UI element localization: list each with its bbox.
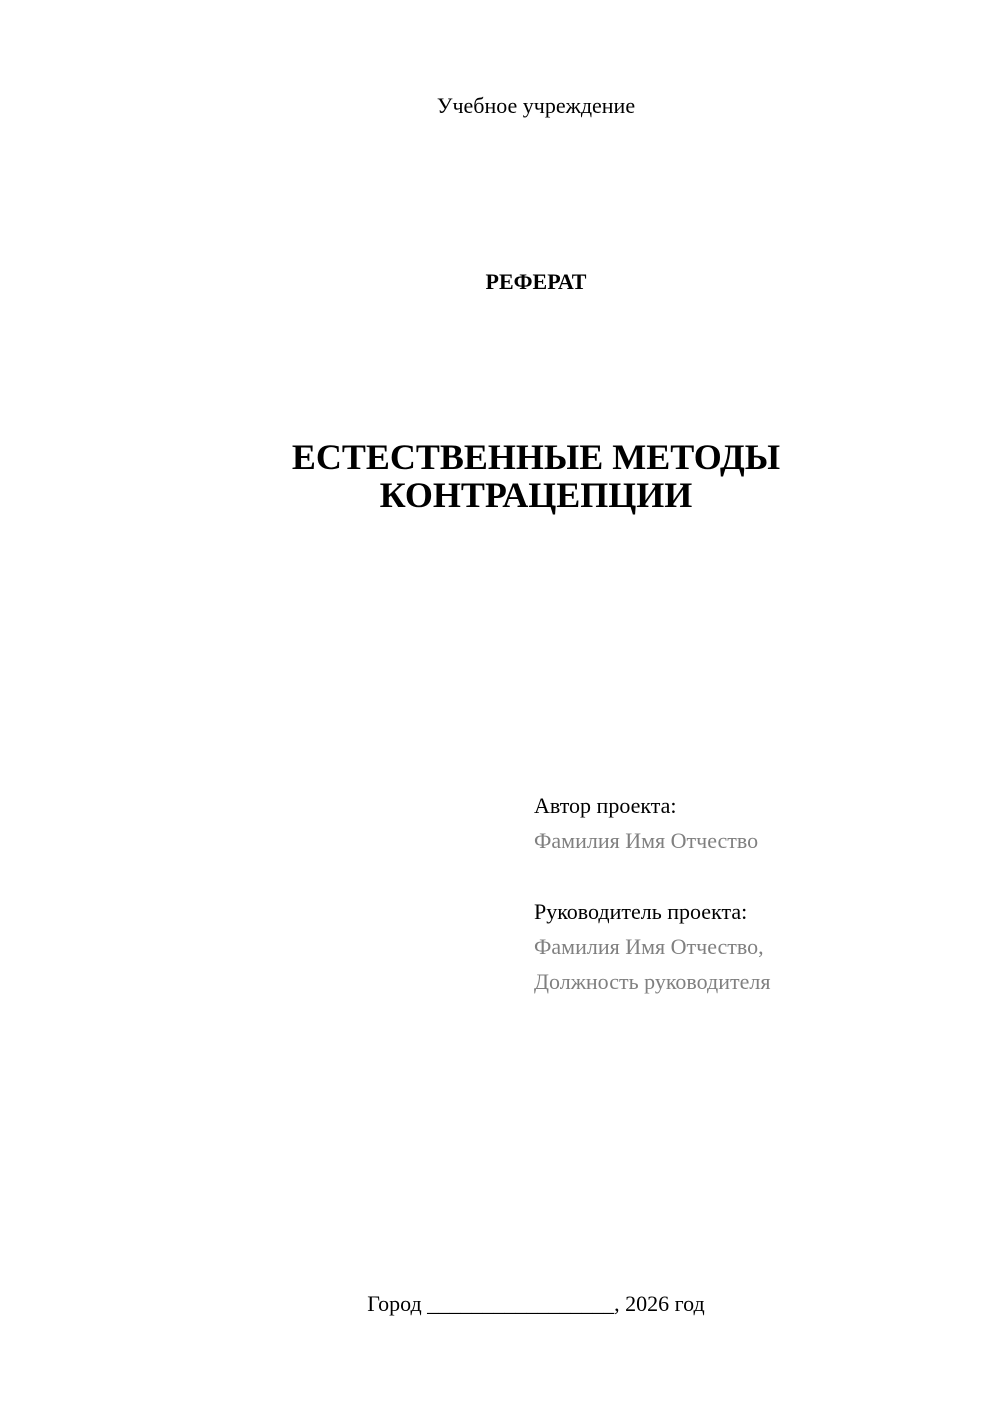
author-label: Автор проекта:	[534, 793, 677, 818]
supervisor-position: Должность руководителя	[534, 969, 771, 994]
project-people-block	[534, 788, 974, 999]
city-year-line: Город _________________, 2026 год	[367, 1291, 705, 1316]
document-type: РЕФЕРАТ	[485, 269, 587, 294]
supervisor-name: Фамилия Имя Отчество,	[534, 934, 764, 959]
institution-name: Учебное учреждение	[436, 93, 636, 118]
author-name: Фамилия Имя Отчество	[534, 828, 759, 853]
document-title-line-1: ЕСТЕСТВЕННЫЕ МЕТОДЫ	[291, 437, 781, 477]
spacer	[534, 858, 974, 894]
document-title-line-2: КОНТРАЦЕПЦИИ	[379, 475, 693, 515]
supervisor-label: Руководитель проекта:	[534, 899, 748, 924]
document-title	[0, 438, 1000, 514]
